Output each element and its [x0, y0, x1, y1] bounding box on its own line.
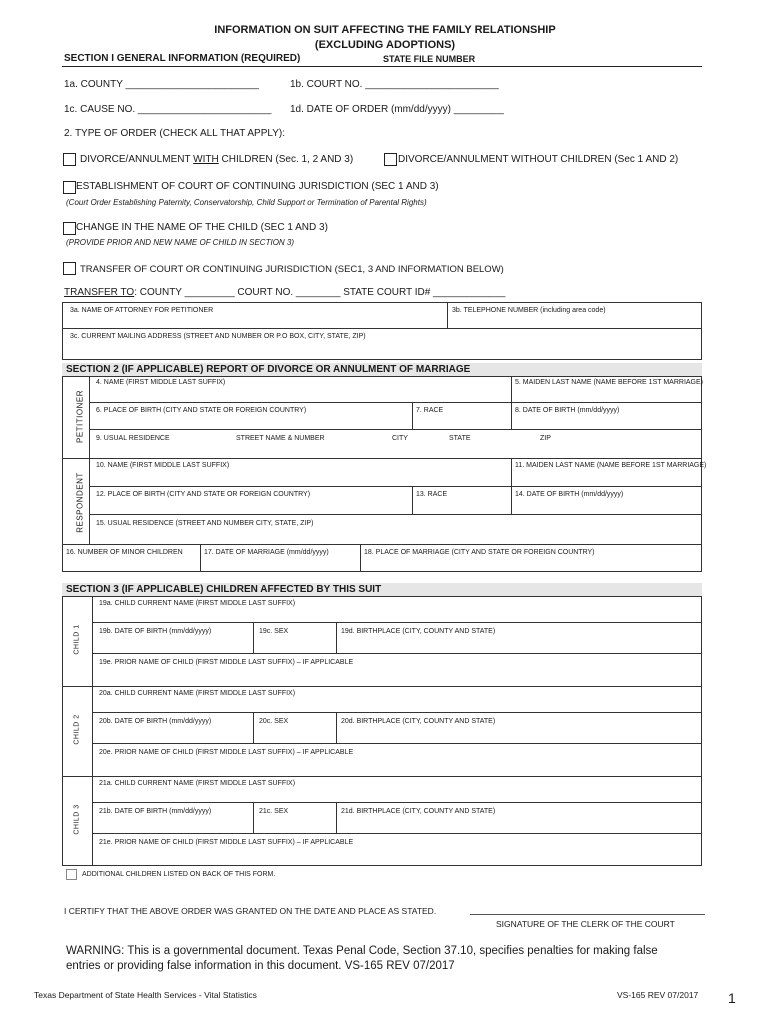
- form-subtitle: (EXCLUDING ADOPTIONS): [314, 39, 456, 51]
- petitioner-residence-field[interactable]: 9. USUAL RESIDENCE: [96, 435, 170, 442]
- county-field[interactable]: 1a. COUNTY ________________________: [64, 79, 259, 90]
- col-divider: [253, 712, 254, 743]
- respondent-maiden-name-field[interactable]: 11. MAIDEN LAST NAME (NAME BEFORE 1ST MARRIAGE): [515, 462, 707, 469]
- cause-no-field[interactable]: 1c. CAUSE NO. ________________________: [64, 104, 272, 115]
- col-divider: [253, 622, 254, 653]
- respondent-race-field[interactable]: 13. RACE: [416, 491, 448, 498]
- petitioner-label: PETITIONER: [75, 390, 85, 444]
- child-prior-name-field[interactable]: 20e. PRIOR NAME OF CHILD (FIRST MIDDLE LAST SUFFIX) – IF APPLICABLE: [99, 749, 354, 756]
- certify-statement: I CERTIFY THAT THE ABOVE ORDER WAS GRANTED ON THE DATE AND PLACE AS STATED.: [64, 906, 437, 916]
- child-current-name-field[interactable]: 21a. CHILD CURRENT NAME (FIRST MIDDLE LAST SUFFIX): [99, 780, 296, 787]
- residence-zip-label: ZIP: [540, 435, 551, 442]
- child-sex-field[interactable]: 19c. SEX: [259, 628, 289, 635]
- section3-table: [62, 596, 702, 866]
- child-label: CHILD 2: [73, 714, 81, 745]
- col-divider: [412, 486, 413, 514]
- form-title: INFORMATION ON SUIT AFFECTING THE FAMILY RELATIONSHIP: [214, 24, 556, 36]
- col-divider: [412, 402, 413, 429]
- col-divider: [511, 458, 512, 514]
- section2-heading: SECTION 2 (IF APPLICABLE) REPORT OF DIVORCE OR ANNULMENT OF MARRIAGE: [62, 363, 702, 376]
- child-birthplace-field[interactable]: 20d. BIRTHPLACE (CITY, COUNTY AND STATE): [341, 718, 496, 725]
- change-name-checkbox[interactable]: [63, 222, 76, 235]
- child-sex-field[interactable]: 20c. SEX: [259, 718, 289, 725]
- row-divider: [92, 802, 702, 803]
- change-name-note: (PROVIDE PRIOR AND NEW NAME OF CHILD IN SECTION 3): [66, 238, 295, 247]
- additional-children-checkbox[interactable]: [66, 869, 77, 880]
- establishment-checkbox[interactable]: [63, 181, 76, 194]
- child-divider: [62, 776, 702, 777]
- row-divider: [89, 486, 702, 487]
- col-divider: [360, 544, 361, 572]
- respondent-birthplace-field[interactable]: 12. PLACE OF BIRTH (CITY AND STATE OR FOREIGN COUNTRY): [96, 491, 311, 498]
- col-divider: [253, 802, 254, 833]
- child-dob-field[interactable]: 19b. DATE OF BIRTH (mm/dd/yyyy): [99, 628, 212, 635]
- row-divider: [89, 514, 702, 515]
- section2-table: [62, 376, 702, 572]
- mailing-address-field[interactable]: 3c. CURRENT MAILING ADDRESS (STREET AND NUMBER OR P.O BOX, CITY, STATE, ZIP): [70, 333, 366, 340]
- child-label: CHILD 3: [73, 804, 81, 835]
- row-divider: [92, 712, 702, 713]
- telephone-field[interactable]: 3b. TELEPHONE NUMBER (including area code): [452, 307, 606, 314]
- minor-children-field[interactable]: 16. NUMBER OF MINOR CHILDREN: [66, 549, 183, 556]
- child-dob-field[interactable]: 20b. DATE OF BIRTH (mm/dd/yyyy): [99, 718, 212, 725]
- page-number: 1: [728, 990, 736, 1006]
- signature-line[interactable]: [470, 914, 705, 915]
- child-divider: [62, 686, 702, 687]
- row-divider: [62, 458, 702, 459]
- date-of-order-field[interactable]: 1d. DATE OF ORDER (mm/dd/yyyy) _________: [290, 104, 504, 115]
- section1-rule: [62, 66, 702, 67]
- change-name-label: CHANGE IN THE NAME OF THE CHILD (SEC 1 AND 3): [76, 222, 328, 233]
- child-current-name-field[interactable]: 20a. CHILD CURRENT NAME (FIRST MIDDLE LAST SUFFIX): [99, 690, 296, 697]
- row-divider: [92, 653, 702, 654]
- residence-state-label: STATE: [449, 435, 471, 442]
- row-divider: [92, 743, 702, 744]
- child-birthplace-field[interactable]: 21d. BIRTHPLACE (CITY, COUNTY AND STATE): [341, 808, 496, 815]
- marriage-place-field[interactable]: 18. PLACE OF MARRIAGE (CITY AND STATE OR FOREIGN COUNTRY): [364, 549, 595, 556]
- respondent-label: RESPONDENT: [75, 472, 85, 533]
- col-divider: [336, 802, 337, 833]
- petitioner-race-field[interactable]: 7. RACE: [416, 407, 444, 414]
- divorce-without-children-checkbox[interactable]: [384, 153, 397, 166]
- child-dob-field[interactable]: 21b. DATE OF BIRTH (mm/dd/yyyy): [99, 808, 212, 815]
- child-birthplace-field[interactable]: 19d. BIRTHPLACE (CITY, COUNTY AND STATE): [341, 628, 496, 635]
- row-divider: [92, 622, 702, 623]
- petitioner-name-field[interactable]: 4. NAME (FIRST MIDDLE LAST SUFFIX): [96, 379, 226, 386]
- warning-line-2: entries or providing false information in this document. VS-165 REV 07/2017: [66, 960, 455, 972]
- child-sex-field[interactable]: 21c. SEX: [259, 808, 289, 815]
- state-file-number-label: STATE FILE NUMBER: [383, 54, 476, 64]
- row-divider: [62, 544, 702, 545]
- establishment-note: (Court Order Establishing Paternity, Conservatorship, Child Support or Termination of Parental Rights): [66, 198, 427, 207]
- transfer-label: TRANSFER OF COURT OR CONTINUING JURISDICTION (SEC1, 3 AND INFORMATION BELOW): [80, 264, 504, 275]
- residence-street-label: STREET NAME & NUMBER: [236, 435, 325, 442]
- child-prior-name-field[interactable]: 21e. PRIOR NAME OF CHILD (FIRST MIDDLE LAST SUFFIX) – IF APPLICABLE: [99, 839, 354, 846]
- divorce-without-children-label: DIVORCE/ANNULMENT WITHOUT CHILDREN (Sec 1 AND 2): [398, 154, 679, 165]
- attorney-divider: [62, 328, 702, 329]
- col-divider: [200, 544, 201, 572]
- respondent-name-field[interactable]: 10. NAME (FIRST MIDDLE LAST SUFFIX): [96, 462, 230, 469]
- additional-children-label: ADDITIONAL CHILDREN LISTED ON BACK OF THIS FORM.: [82, 871, 276, 878]
- court-no-field[interactable]: 1b. COURT NO. ________________________: [290, 79, 499, 90]
- residence-city-label: CITY: [392, 435, 408, 442]
- child-prior-name-field[interactable]: 19e. PRIOR NAME OF CHILD (FIRST MIDDLE LAST SUFFIX) – IF APPLICABLE: [99, 659, 354, 666]
- establishment-label: ESTABLISHMENT OF COURT OF CONTINUING JURISDICTION (SEC 1 AND 3): [76, 181, 439, 192]
- respondent-residence-field[interactable]: 15. USUAL RESIDENCE (STREET AND NUMBER CITY, STATE, ZIP): [96, 520, 314, 527]
- signature-label: SIGNATURE OF THE CLERK OF THE COURT: [496, 919, 675, 929]
- row-divider: [92, 833, 702, 834]
- row-divider: [89, 402, 702, 403]
- section3-label-col: [92, 596, 93, 866]
- type-of-order-label: 2. TYPE OF ORDER (CHECK ALL THAT APPLY):: [64, 128, 285, 139]
- transfer-to-field[interactable]: TRANSFER TO: COUNTY _________ COURT NO. ________ STATE COURT ID# _____________: [64, 287, 506, 298]
- section1-heading: SECTION I GENERAL INFORMATION (REQUIRED): [64, 53, 301, 64]
- col-divider: [336, 712, 337, 743]
- child-current-name-field[interactable]: 19a. CHILD CURRENT NAME (FIRST MIDDLE LAST SUFFIX): [99, 600, 296, 607]
- warning-line-1: WARNING: This is a governmental document. Texas Penal Code, Section 37.10, specifies penalties for making false: [66, 945, 658, 957]
- row-divider: [89, 429, 702, 430]
- department-footer: Texas Department of State Health Services - Vital Statistics: [34, 990, 257, 1000]
- petitioner-dob-field[interactable]: 8. DATE OF BIRTH (mm/dd/yyyy): [515, 407, 620, 414]
- col-divider: [336, 622, 337, 653]
- divorce-with-children-label: DIVORCE/ANNULMENT WITH CHILDREN (Sec. 1, 2 AND 3): [80, 154, 354, 165]
- form-revision: VS-165 REV 07/2017: [617, 990, 699, 1000]
- transfer-checkbox[interactable]: [63, 262, 76, 275]
- divorce-with-children-checkbox[interactable]: [63, 153, 76, 166]
- petitioner-birthplace-field[interactable]: 6. PLACE OF BIRTH (CITY AND STATE OR FOREIGN COUNTRY): [96, 407, 307, 414]
- child-label: CHILD 1: [73, 624, 81, 655]
- attorney-name-field[interactable]: 3a. NAME OF ATTORNEY FOR PETITIONER: [70, 307, 214, 314]
- petitioner-maiden-name-field[interactable]: 5. MAIDEN LAST NAME (NAME BEFORE 1ST MARRIAGE): [515, 379, 703, 386]
- section3-heading: SECTION 3 (IF APPLICABLE) CHILDREN AFFECTED BY THIS SUIT: [62, 583, 702, 596]
- col-divider: [511, 376, 512, 429]
- marriage-date-field[interactable]: 17. DATE OF MARRIAGE (mm/dd/yyyy): [204, 549, 329, 556]
- respondent-dob-field[interactable]: 14. DATE OF BIRTH (mm/dd/yyyy): [515, 491, 624, 498]
- attorney-vdivider: [447, 302, 448, 328]
